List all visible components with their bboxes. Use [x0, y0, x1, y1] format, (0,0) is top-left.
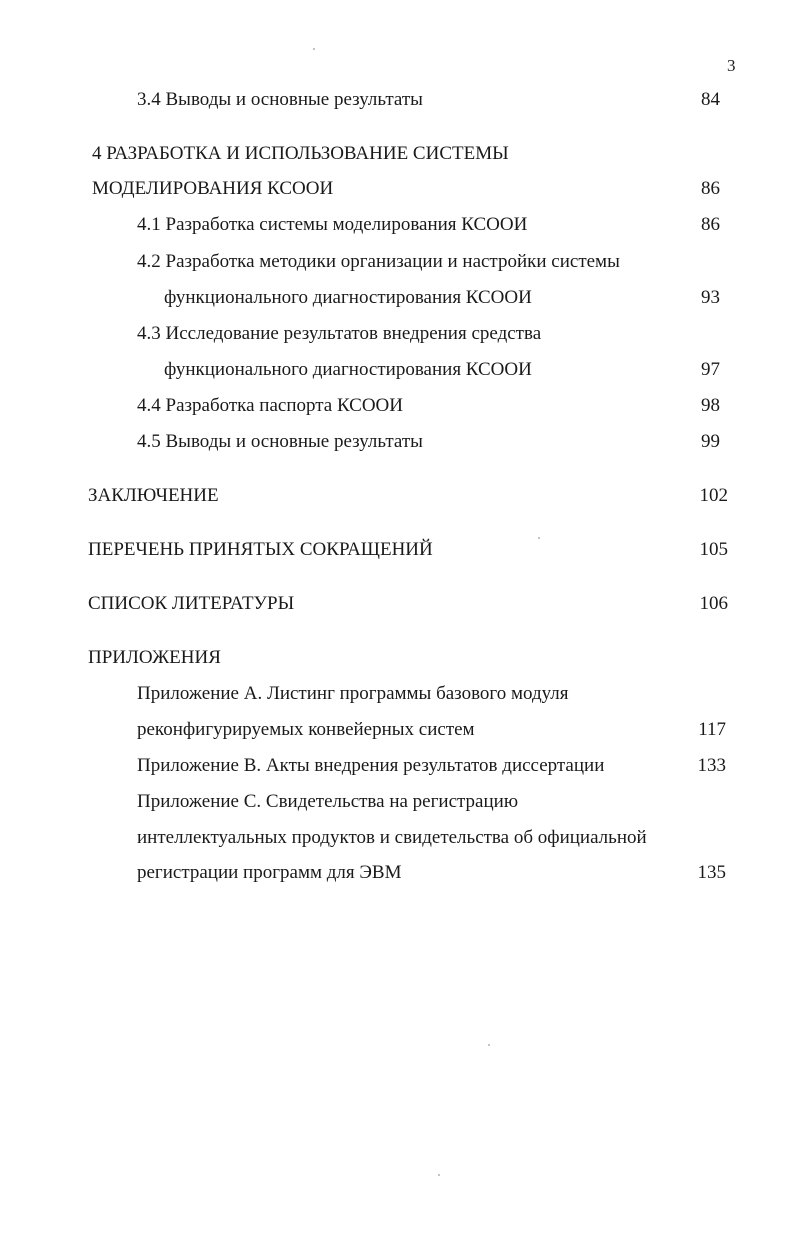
- toc-entry-text: 4.2 Разработка методики организации и настройки системы: [137, 251, 620, 272]
- toc-entry-page: 135: [697, 862, 726, 883]
- toc-entry-text: 4.4 Разработка паспорта КСООИ: [137, 395, 403, 416]
- toc-entry-page: 117: [698, 719, 726, 740]
- toc-entry-page: 105: [699, 539, 728, 560]
- toc-entry-text: 4.5 Выводы и основные результаты: [137, 431, 423, 452]
- scan-speck: [313, 48, 315, 50]
- toc-entry-page: 97: [701, 359, 720, 380]
- toc-entry-text: интеллектуальных продуктов и свидетельства об официальной: [137, 827, 647, 848]
- toc-entry-text: ПРИЛОЖЕНИЯ: [88, 647, 221, 668]
- toc-entry-text: СПИСОК ЛИТЕРАТУРЫ: [88, 593, 295, 614]
- toc-entry-text: ЗАКЛЮЧЕНИЕ: [88, 485, 219, 506]
- toc-entry-page: 106: [699, 593, 728, 614]
- scan-speck: [538, 537, 540, 539]
- toc-entry-text: 4.1 Разработка системы моделирования КСООИ: [137, 214, 528, 235]
- toc-entry-text: функционального диагностирования КСООИ: [164, 359, 532, 380]
- toc-entry-text: реконфигурируемых конвейерных систем: [137, 719, 475, 740]
- toc-entry-text: Приложение В. Акты внедрения результатов диссертации: [137, 755, 605, 776]
- toc-entry-page: 133: [697, 755, 726, 776]
- toc-entry-page: 93: [701, 287, 720, 308]
- page-number: 3: [727, 56, 736, 75]
- toc-entry-page: 102: [699, 485, 728, 506]
- toc-entry-text: Приложение С. Свидетельства на регистрацию: [137, 791, 519, 812]
- toc-entry-text: 4.3 Исследование результатов внедрения средства: [137, 323, 542, 344]
- toc-entry-page: 86: [701, 214, 720, 235]
- toc-entry-text: ПЕРЕЧЕНЬ ПРИНЯТЫХ СОКРАЩЕНИЙ: [88, 539, 433, 560]
- toc-entry-text: 3.4 Выводы и основные результаты: [137, 89, 423, 110]
- toc-entry-text: 4 РАЗРАБОТКА И ИСПОЛЬЗОВАНИЕ СИСТЕМЫ: [92, 143, 509, 164]
- scan-speck: [488, 1044, 490, 1046]
- toc-entry-page: 84: [701, 89, 720, 110]
- toc-entry-text: функционального диагностирования КСООИ: [164, 287, 532, 308]
- toc-entry-text: Приложение А. Листинг программы базового модуля: [137, 683, 569, 704]
- scan-speck: [438, 1174, 440, 1176]
- toc-entry-text: МОДЕЛИРОВАНИЯ КСООИ: [92, 178, 334, 199]
- toc-entry-text: регистрации программ для ЭВМ: [137, 862, 402, 883]
- toc-entry-page: 98: [701, 395, 720, 416]
- toc-entry-page: 86: [701, 178, 720, 199]
- toc-entry-page: 99: [701, 431, 720, 452]
